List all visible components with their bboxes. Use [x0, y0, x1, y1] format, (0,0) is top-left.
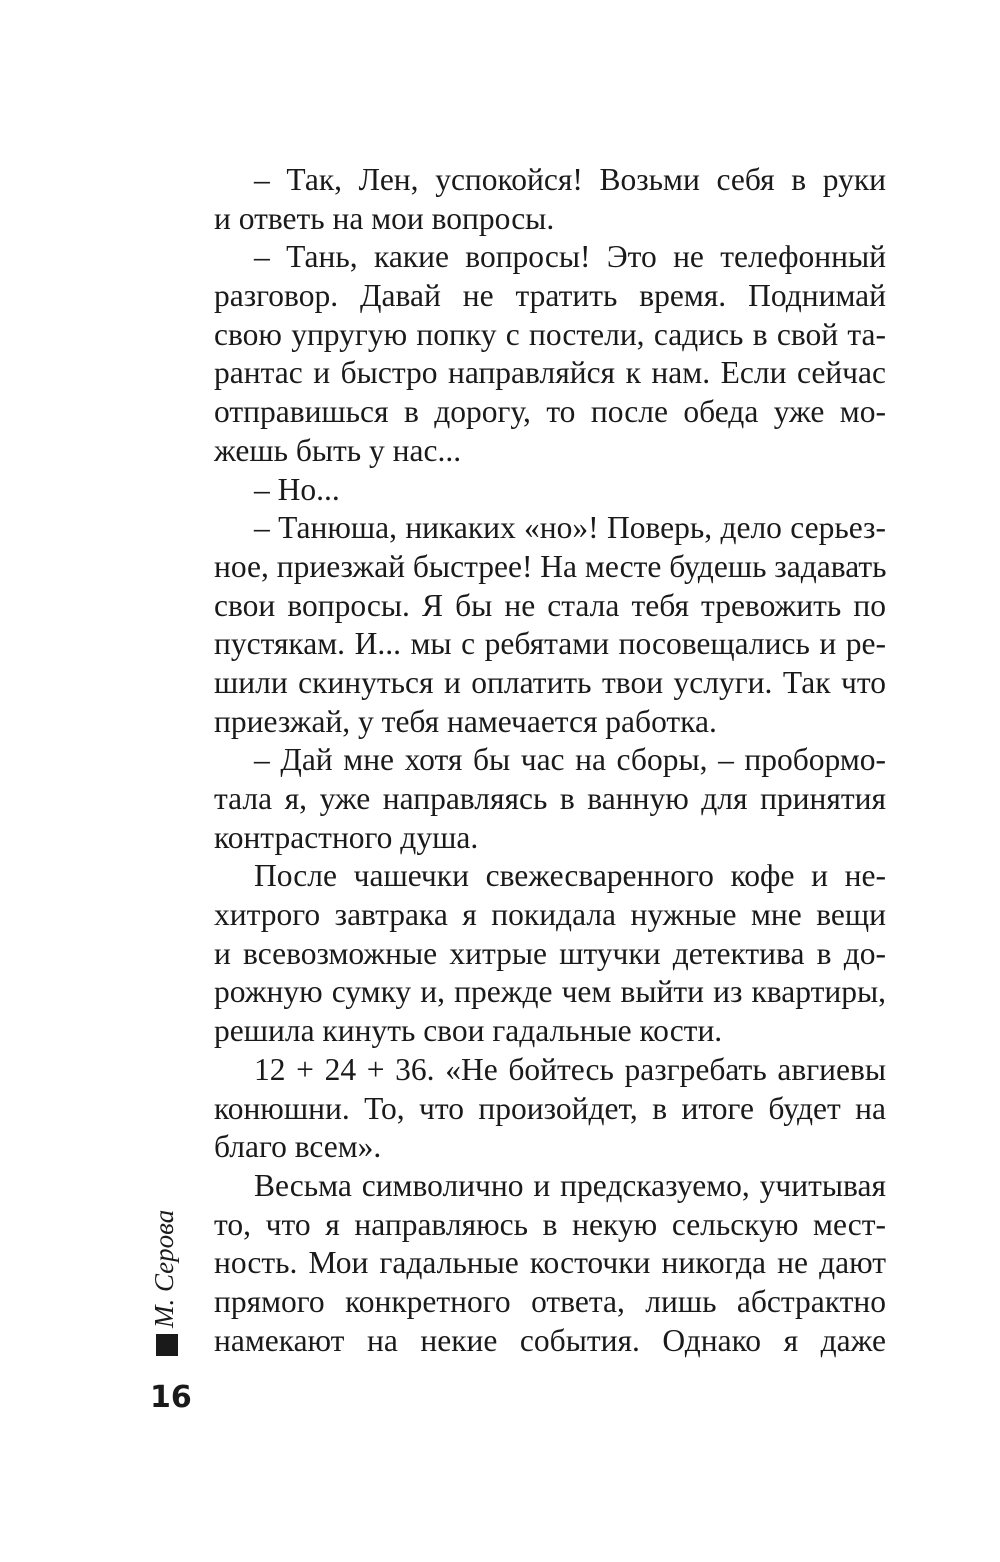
text-line: Весьма символично и предсказуемо, учитывая [254, 1167, 886, 1203]
author-name: М. Серова [149, 1209, 179, 1328]
text-line: приезжай, у тебя намечается работка. [214, 703, 717, 739]
text-line: – Дай мне хотя бы час на сборы, – пробормо- [254, 742, 886, 778]
page-number: 16 [150, 1380, 192, 1415]
text-line: жешь быть у нас... [214, 432, 462, 468]
text-line: намекают на некие события. Однако я даже [214, 1322, 886, 1358]
text-line: разговор. Давай не тратить время. Поднимай [214, 278, 886, 314]
text-line: ное, приезжай быстрее! На месте будешь задавать [214, 548, 887, 584]
text-line: контрастного душа. [214, 819, 479, 855]
text-line: и ответь на мои вопросы. [214, 200, 555, 236]
text-line: 12 + 24 + 36. «Не бойтесь разгребать авгиевы [254, 1051, 886, 1087]
text-line: После чашечки свежесваренного кофе и не- [254, 858, 886, 894]
text-line: свою упругую попку с постели, садись в свой та- [214, 316, 886, 352]
text-line: свои вопросы. Я бы не стала тебя тревожить по [214, 587, 886, 623]
text-line: пустякам. И... мы с ребятами посовещались и ре- [214, 626, 886, 662]
text-line: – Тань, какие вопросы! Это не телефонный [254, 239, 886, 275]
text-line: и всевозможные хитрые штучки детектива в до- [214, 935, 886, 971]
text-line: прямого конкретного ответа, лишь абстрактно [214, 1283, 886, 1319]
text-line: благо всем». [214, 1129, 382, 1165]
book-text [214, 161, 886, 1360]
text-line: – Танюша, никаких «но»! Поверь, дело серьез- [254, 510, 886, 546]
text-line: шили скинуться и оплатить твои услуги. Так что [214, 664, 886, 700]
text-line: конюшни. То, что произойдет, в итоге будет на [214, 1090, 886, 1126]
text-line: рожную сумку и, прежде чем выйти из квартиры, [214, 974, 886, 1010]
text-line: ность. Мои гадальные косточки никогда не дают [214, 1245, 886, 1281]
text-line: то, что я направляюсь в некую сельскую мест- [214, 1206, 886, 1242]
text-line: тала я, уже направляясь в ванную для принятия [214, 781, 886, 816]
text-line: рантас и быстро направляйся к нам. Если сейчас [214, 355, 886, 391]
text-line: хитрого завтрака я покидала нужные мне вещи [214, 897, 886, 933]
text-line: – Так, Лен, успокойся! Возьми себя в руки [254, 162, 886, 197]
text-line: решила кинуть свои гадальные кости. [214, 1013, 723, 1049]
text-line: – Но... [254, 471, 340, 507]
text-line: отправишься в дорогу, то после обеда уже мо- [214, 394, 886, 430]
running-head-square-marker [156, 1334, 178, 1356]
